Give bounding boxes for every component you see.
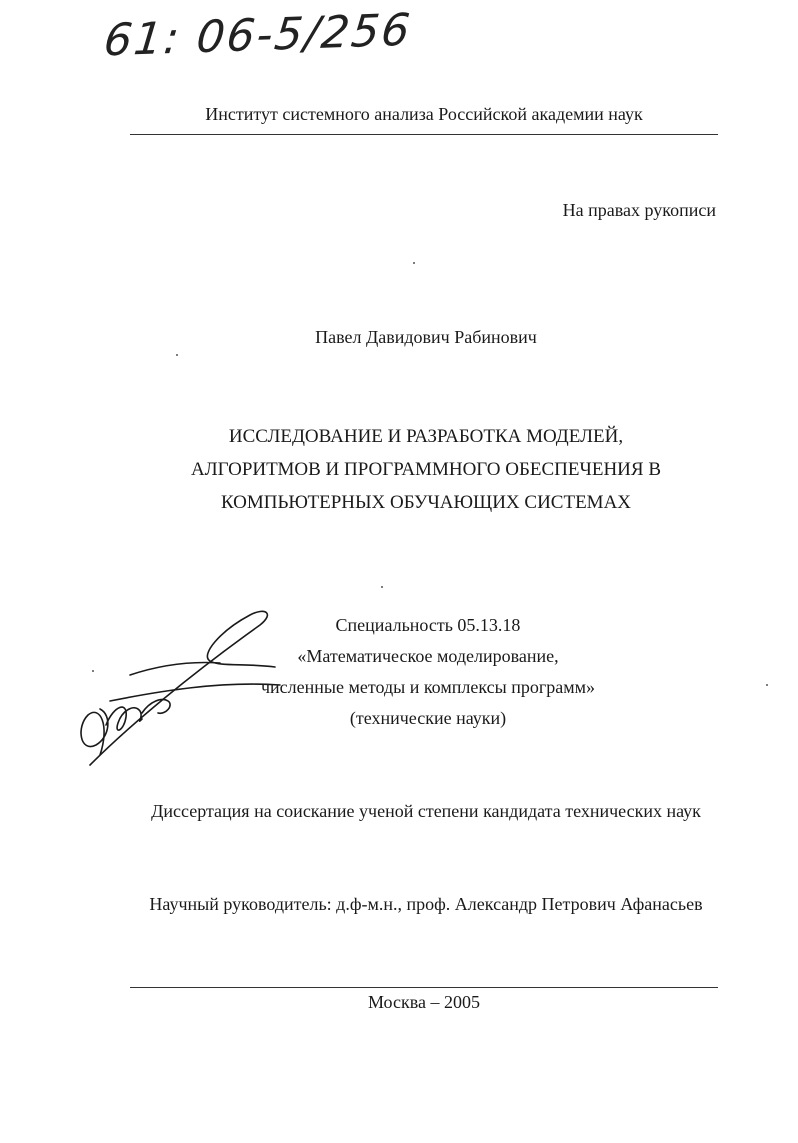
title-line: ИССЛЕДОВАНИЕ И РАЗРАБОТКА МОДЕЛЕЙ,	[228, 426, 624, 447]
handwritten-signature	[70, 605, 290, 775]
specialty-name-line-1: «Математическое моделирование,	[297, 646, 559, 666]
footer-divider	[130, 987, 718, 988]
scan-speck	[176, 354, 178, 356]
scan-speck	[413, 262, 415, 264]
handwritten-archive-code: 61: 06-5/256	[101, 4, 415, 67]
scan-speck	[381, 586, 383, 588]
scan-speck	[92, 670, 94, 672]
scan-speck	[766, 684, 768, 686]
author-name: Павел Давидович Рабинович	[315, 327, 537, 347]
institute-name: Институт системного анализа Российской академии наук	[205, 104, 643, 124]
specialty-code: Специальность 05.13.18	[335, 615, 521, 635]
scientific-supervisor: Научный руководитель: д.ф-м.н., проф. Александр Петрович Афанасьев	[149, 894, 703, 914]
dissertation-statement: Диссертация на соискание ученой степени кандидата технических наук	[151, 801, 701, 821]
city-year: Москва – 2005	[368, 992, 480, 1012]
specialty-field: (технические науки)	[349, 708, 507, 728]
header-divider	[130, 134, 718, 135]
thesis-title	[0, 420, 798, 519]
title-line: КОМПЬЮТЕРНЫХ ОБУЧАЮЩИХ СИСТЕМАХ	[220, 492, 632, 513]
specialty-name-line-2: численные методы и комплексы программ»	[260, 677, 596, 697]
title-line: АЛГОРИТМОВ И ПРОГРАММНОГО ОБЕСПЕЧЕНИЯ В	[190, 459, 662, 480]
rights-note: На правах рукописи	[562, 200, 716, 220]
